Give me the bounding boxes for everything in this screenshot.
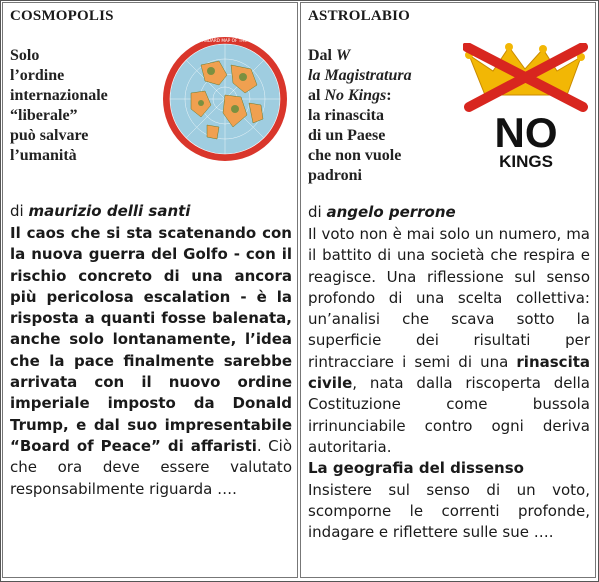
section-subhead: La geografia del dissenso [308, 459, 524, 478]
author-link[interactable]: maurizio delli santi [28, 202, 191, 220]
byline-prefix: di [308, 203, 327, 221]
headline-line: al No Kings: [308, 87, 392, 104]
headline-line: l’umanità [10, 147, 77, 164]
headline-line: “liberale” [10, 107, 78, 124]
author-link[interactable]: angelo perrone [326, 203, 456, 221]
column-cosmopolis [2, 2, 298, 578]
article-headline[interactable] [10, 46, 108, 166]
headline-line: Dal W [308, 47, 351, 64]
headline-line: Solo [10, 47, 40, 64]
body-tail: . Ciò che ora deve essere valutato responsabilmente riguarda …. [10, 436, 293, 498]
article-headline[interactable] [308, 46, 412, 186]
byline-prefix: di [10, 202, 29, 220]
byline [308, 202, 456, 223]
rubric-title: COSMOPOLIS [10, 8, 114, 24]
headline-line: l’ordine [10, 67, 65, 84]
rubric-title: ASTROLABIO [308, 8, 411, 24]
headline-line: la rinascita [308, 107, 384, 124]
logo-no-text: NO [494, 109, 558, 156]
headline-line: padroni [308, 167, 362, 184]
article-body [10, 223, 292, 500]
body-lead-bold: Il caos che si sta scatenando con la nuova guerra del Golfo - con il rischio concreto di una ancora più pericolosa escalation - è la risposta a quanti fosse balenata, anche solo lontanamente, l’idea che la pace finalmente sarebbe arrivata con il nuovo ordine imperiale imposto da Donald Trump, e dal suo impresentabile “Board of Peace” di affaristi [10, 224, 292, 455]
body-text: Il voto non è mai solo un numero, ma il battito di una società che respira e reagisce. Una riflessione sul senso profondo di una scelta collettiva: un’analisi che scava sotto la superficie dei risultati per rintracciare i semi di una [308, 225, 590, 371]
map-caption: NEW STANDARD MAP OF THE WORLD [185, 38, 265, 43]
byline [10, 201, 190, 222]
column-astrolabio [300, 2, 596, 578]
world-map-image[interactable] [161, 35, 289, 163]
logo-kings-text: KINGS [499, 152, 553, 171]
headline-line: internazionale [10, 87, 108, 104]
headline-line: che non vuole [308, 147, 402, 164]
headline-line: la Magistratura [308, 67, 412, 84]
headline-line: può salvare [10, 127, 89, 144]
article-body [308, 224, 590, 543]
headline-line: di un Paese [308, 127, 386, 144]
body-text: Insistere sul senso di un voto, scomporne le correnti profonde, indagare e riflettere sulle sue …. [308, 480, 590, 542]
no-kings-logo[interactable] [463, 43, 589, 171]
body-text: , nata dalla riscoperta della Costituzione come bussola irrinunciabile contro ogni deriva autoritaria. [308, 374, 590, 456]
body-bold-phrase: rinascita civile [308, 352, 590, 393]
